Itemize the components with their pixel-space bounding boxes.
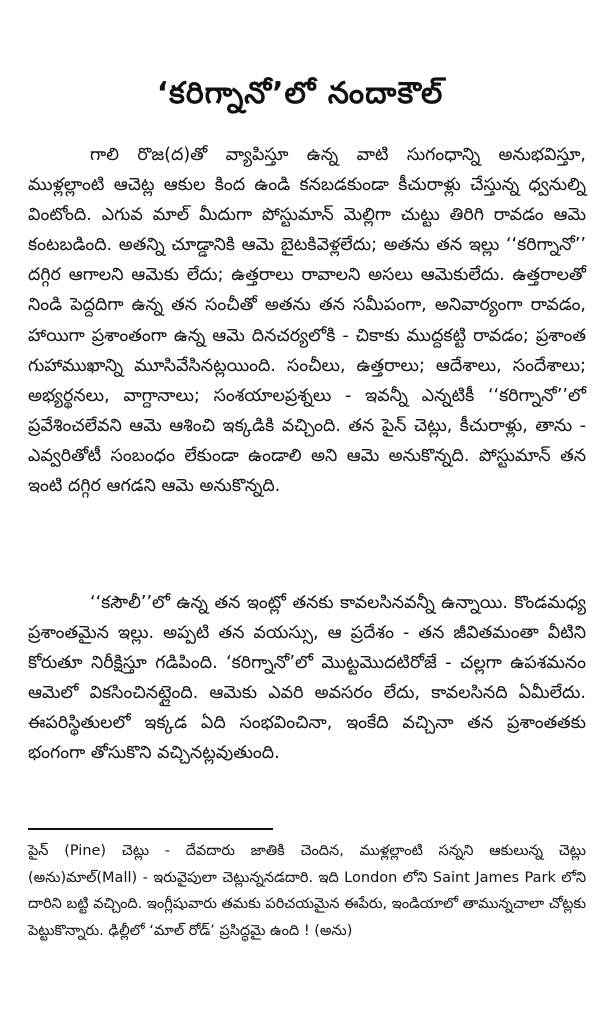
chapter-title: ‘కరిగ్నానో’లో నందాకౌల్ — [156, 76, 444, 112]
footnote-divider — [28, 828, 273, 830]
footnote-text: పైన్ (Pine) చెట్లు - దేవదారు జాతికి చెందిన, ముళ్లల్లాంటి సన్నని ఆకులున్న చెట్లు (అను)మాల్(Mall) - ఇరువైపులా చెట్లున్ననడదారి. ఇది London లోని Saint James Park లోని దారిని బట్టి వచ్చింది. ఇంగ్లీషువారు తమకు పరిచయమైన ఈపేరు, ఇండియాలో తామున్నచాలా చోట్లకు పెట్టుకొన్నారు. ఢిల్లీలో ‘మాల్ రోడ్’ ప్రసిద్ధమై ఉంది ! (అను) — [28, 843, 586, 939]
body-paragraph: గాలి రొజ(ద)తో వ్యాపిస్తూ ఉన్న వాటి సుగంధాన్ని అనుభవిస్తూ, ముళ్లల్లాంటి ఆచెట్ల ఆకుల కింద ఉండి కనబడకుండా కీచురాళ్లు చేస్తున్న ధ్వనుల్ని వింటోంది. ఎగువ మాల్ మీదుగా పోస్టుమాన్ మెల్లిగా చుట్టు తిరిగి రావడం ఆమె కంటబడింది. అతన్ని చూడ్డానికి ఆమె బైటకివెళ్లలేదు; అతను తన ఇల్లు ‘‘కరిగ్నానో’’ దగ్గిర ఆగాలని ఆమెకు లేదు; ఉత్తరాలు రావాలని అసలు ఆమెకులేదు. ఉత్తరాలతో నిండి పెద్దదిగా ఉన్న తన సంచీతో అతను తన సమీపంగా, అనివార్యంగా రావడం, హాయిగా ప్రశాంతంగా ఉన్న ఆమె దినచర్యలోకి - చికాకు ముద్దకట్టి రావడం; ప్రశాంత గుహాముఖాన్ని మూసివేసినట్లయింది. సంచీలు, ఉత్తరాలు; ఆదేశాలు, సందేశాలు; అభ్యర్థనలు, వాగ్దానాలు; సంశయాలప్రశ్నలు - ఇవన్నీ ఎన్నటికీ ‘‘కరిగ్నానో’’లో ప్రవేశించలేవని ఆమె ఆశించి ఇక్కడికి వచ్చింది. తన పైన్ చెట్లు, కీచురాళ్లు, తాను - ఎవ్వరితోటీ సంబంధం లేకుండా ఉండాలి అని ఆమె అనుకొన్నది. పోస్టుమాన్ తన ఇంటి దగ్గిర ఆగడని ఆమె అనుకొన్నది. — [28, 145, 586, 497]
body-paragraph-2-block — [28, 588, 586, 769]
body-paragraph-1-block — [28, 140, 586, 501]
body-paragraph: ‘‘కసౌలీ’’లో ఉన్న తన ఇంట్లో తనకు కావలసినవన్నీ ఉన్నాయి. కొండమధ్య ప్రశాంతమైన ఇల్లు. అప్పటి తన వయస్సు, ఆ ప్రదేశం - తన జీవితమంతా వీటిని కోరుతూ నిరీక్షిస్తూ గడిపింది. ‘కరిగ్నానో’లో మొట్టమొదటిరోజే - చల్లగా ఉపశమనం ఆమెలో వికసించినట్లైంది. ఆమెకు ఎవరి అవసరం లేదు, కావలసినది ఏమీలేదు. ఈపరిస్థితులలో ఇక్కడ ఏది సంభవించినా, ఇంకేది వచ్చినా తన ప్రశాంతతకు భంగంగా తోసుకొని వచ్చినట్లవుతుంది. — [28, 593, 586, 764]
